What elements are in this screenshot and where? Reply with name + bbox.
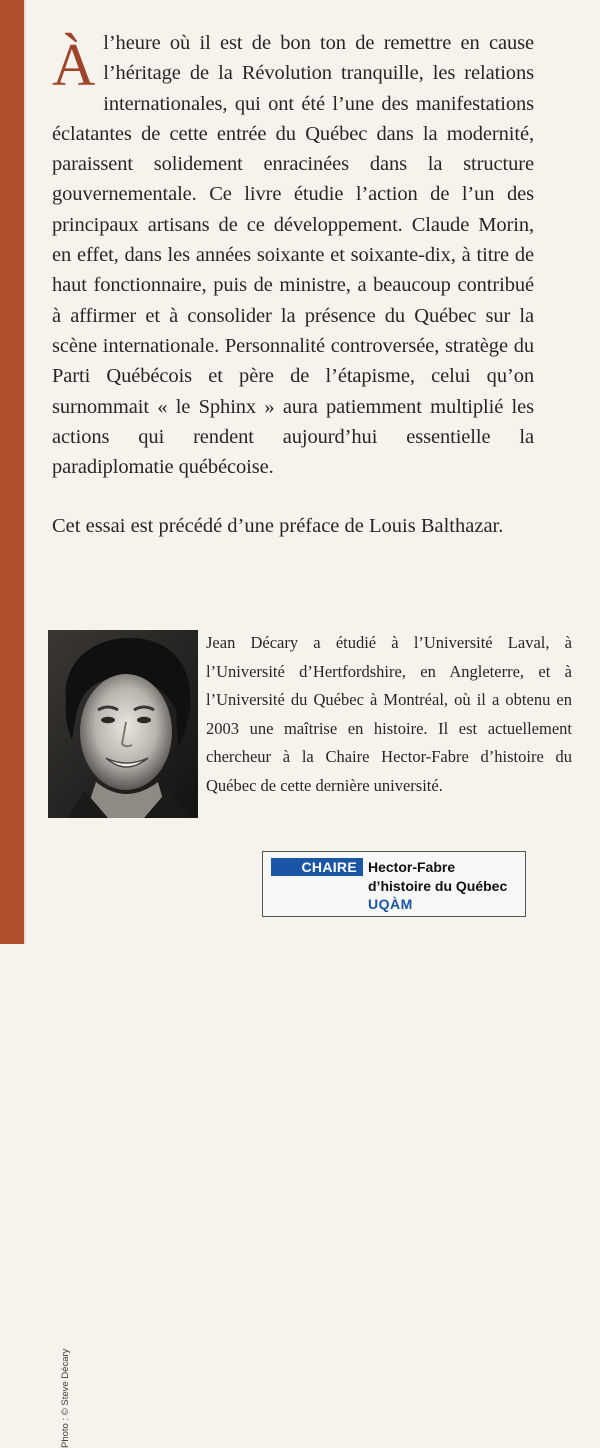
author-photo bbox=[48, 630, 198, 818]
author-portrait-image bbox=[48, 630, 198, 818]
back-cover-blurb bbox=[52, 28, 534, 482]
author-photo-block bbox=[26, 630, 198, 1448]
blurb-text: l’heure où il est de bon ton de remettre en cause l’héritage de la Révolution tranquille, les relations internationales, qui ont été l’une des manifestations éclatantes de cette entrée du Québec dans la modernité, paraissent solidement enracinées dans la structure gouvernementale. Ce livre étudie l’action de l’un des principaux artisans de ce développement. Claude Morin, en effet, dans les années soixante et soixante-dix, à titre de haut fonctionnaire, puis de ministre, a beaucoup contribué à affirmer et à consolider la présence du Québec sur la scène internationale. Personnalité controversée, stratège du Parti Québécois et père de l’étapisme, celui qu’on surnommait « le Sphinx » aura patiemment multiplié les actions qui rendent aujourd’hui essentielle la paradiplomatie québécoise. bbox=[52, 32, 534, 479]
left-color-stripe bbox=[0, 0, 24, 944]
logo-uqam: UQÀM bbox=[368, 896, 413, 912]
chaire-hector-fabre-logo bbox=[262, 851, 526, 917]
logo-chaire-label: CHAIRE bbox=[271, 858, 363, 876]
photo-credit: Photo : © Steve Décary bbox=[60, 1348, 71, 1448]
author-bio: Jean Décary a étudié à l’Université Laval, à l’Université d’Hertfordshire, en Angleterre, et à l’Université du Québec à Montréal, où il a obtenu en 2003 une maîtrise en histoire. Il est actuellement chercheur à la Chaire Hector-Fabre d’histoire du Québec de cette dernière université. bbox=[206, 633, 572, 795]
logo-line-1: Hector-Fabre bbox=[368, 859, 456, 875]
preface-note: Cet essai est précédé d’une préface de Louis Balthazar. bbox=[52, 515, 504, 537]
logo-line-2: d’histoire du Québec bbox=[368, 878, 508, 894]
drop-cap: À bbox=[52, 32, 96, 98]
blurb-paragraph bbox=[52, 28, 534, 482]
